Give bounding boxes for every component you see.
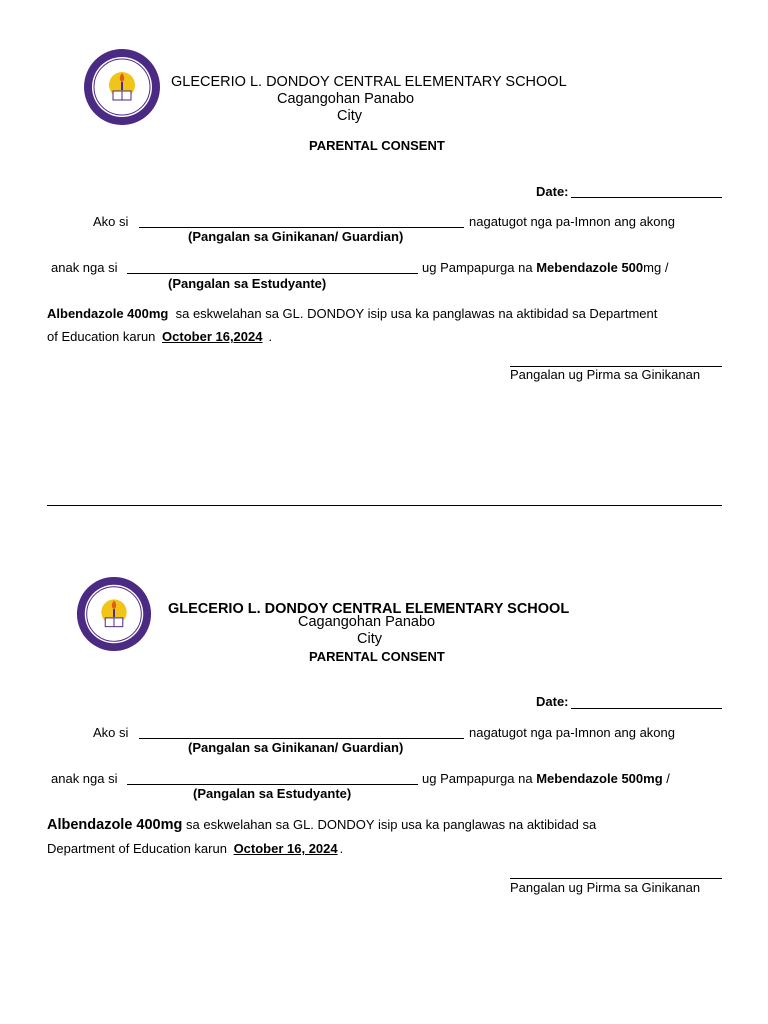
albendazole-text: Albendazole 400mg — [47, 817, 183, 833]
ako-si-label: Ako si — [93, 214, 129, 229]
body-line-1 — [47, 306, 657, 321]
school-address-line2: City — [357, 631, 382, 647]
pampapurga-text: ug Pampapurga na — [422, 260, 533, 275]
mebendazole-unit: / — [662, 771, 670, 786]
anak-nga-si-label: anak nga si — [51, 260, 118, 275]
school-logo — [72, 575, 156, 653]
consent-date-value: October 16, 2024 — [233, 841, 338, 856]
period: . — [339, 841, 344, 856]
medicine-line — [422, 771, 670, 786]
albendazole-text: Albendazole 400mg — [47, 306, 169, 321]
school-name: GLECERIO L. DONDOY CENTRAL ELEMENTARY SCHOOL — [171, 74, 567, 90]
body-text-1: sa eskwelahan sa GL. DONDOY isip usa ka panglawas na aktibidad sa — [186, 817, 597, 832]
guardian-name-field[interactable] — [139, 738, 464, 739]
medicine-line — [422, 260, 668, 275]
mebendazole-text: Mebendazole 500 — [536, 260, 644, 275]
form-divider — [47, 505, 722, 506]
consent-phrase: nagatugot nga pa-Imnon ang akong — [469, 214, 676, 229]
school-address-line1: Cagangohan Panabo — [298, 614, 436, 630]
anak-nga-si-label: anak nga si — [51, 771, 118, 786]
signature-caption: Pangalan ug Pirma sa Ginikanan — [510, 367, 701, 382]
signature-field[interactable] — [510, 878, 722, 879]
body-line-2 — [47, 841, 343, 856]
student-name-field[interactable] — [127, 273, 418, 274]
guardian-caption: (Pangalan sa Ginikanan/ Guardian) — [188, 229, 404, 244]
period: . — [268, 329, 273, 344]
student-caption: (Pangalan sa Estudyante) — [168, 276, 327, 291]
form-title: PARENTAL CONSENT — [309, 138, 445, 153]
school-address-line1: Cagangohan Panabo — [277, 91, 415, 107]
pampapurga-text: ug Pampapurga na — [422, 771, 533, 786]
student-caption: (Pangalan sa Estudyante) — [193, 786, 352, 801]
school-name: GLECERIO L. DONDOY CENTRAL ELEMENTARY SCHOOL — [168, 601, 570, 617]
consent-date-value: October 16,2024 — [162, 329, 263, 344]
body-line-1 — [47, 817, 596, 833]
school-logo — [80, 47, 164, 127]
ako-si-label: Ako si — [93, 725, 129, 740]
guardian-caption: (Pangalan sa Ginikanan/ Guardian) — [188, 740, 404, 755]
body-text-2: Department of Education karun — [47, 841, 227, 856]
form-title: PARENTAL CONSENT — [309, 649, 445, 664]
date-label: Date: — [536, 694, 569, 709]
mebendazole-text: Mebendazole 500mg — [536, 771, 663, 786]
signature-caption: Pangalan ug Pirma sa Ginikanan — [510, 880, 701, 895]
date-label: Date: — [536, 184, 569, 199]
date-field[interactable] — [571, 708, 722, 709]
guardian-name-field[interactable] — [139, 227, 464, 228]
body-text-2: of Education karun — [47, 329, 156, 344]
mebendazole-unit: mg / — [643, 260, 669, 275]
date-field[interactable] — [571, 197, 722, 198]
consent-phrase: nagatugot nga pa-Imnon ang akong — [469, 725, 676, 740]
student-name-field[interactable] — [127, 784, 418, 785]
body-line-2 — [47, 329, 272, 344]
body-text-1: sa eskwelahan sa GL. DONDOY isip usa ka panglawas na aktibidad sa Department — [175, 306, 658, 321]
school-address-line2: City — [337, 108, 362, 124]
